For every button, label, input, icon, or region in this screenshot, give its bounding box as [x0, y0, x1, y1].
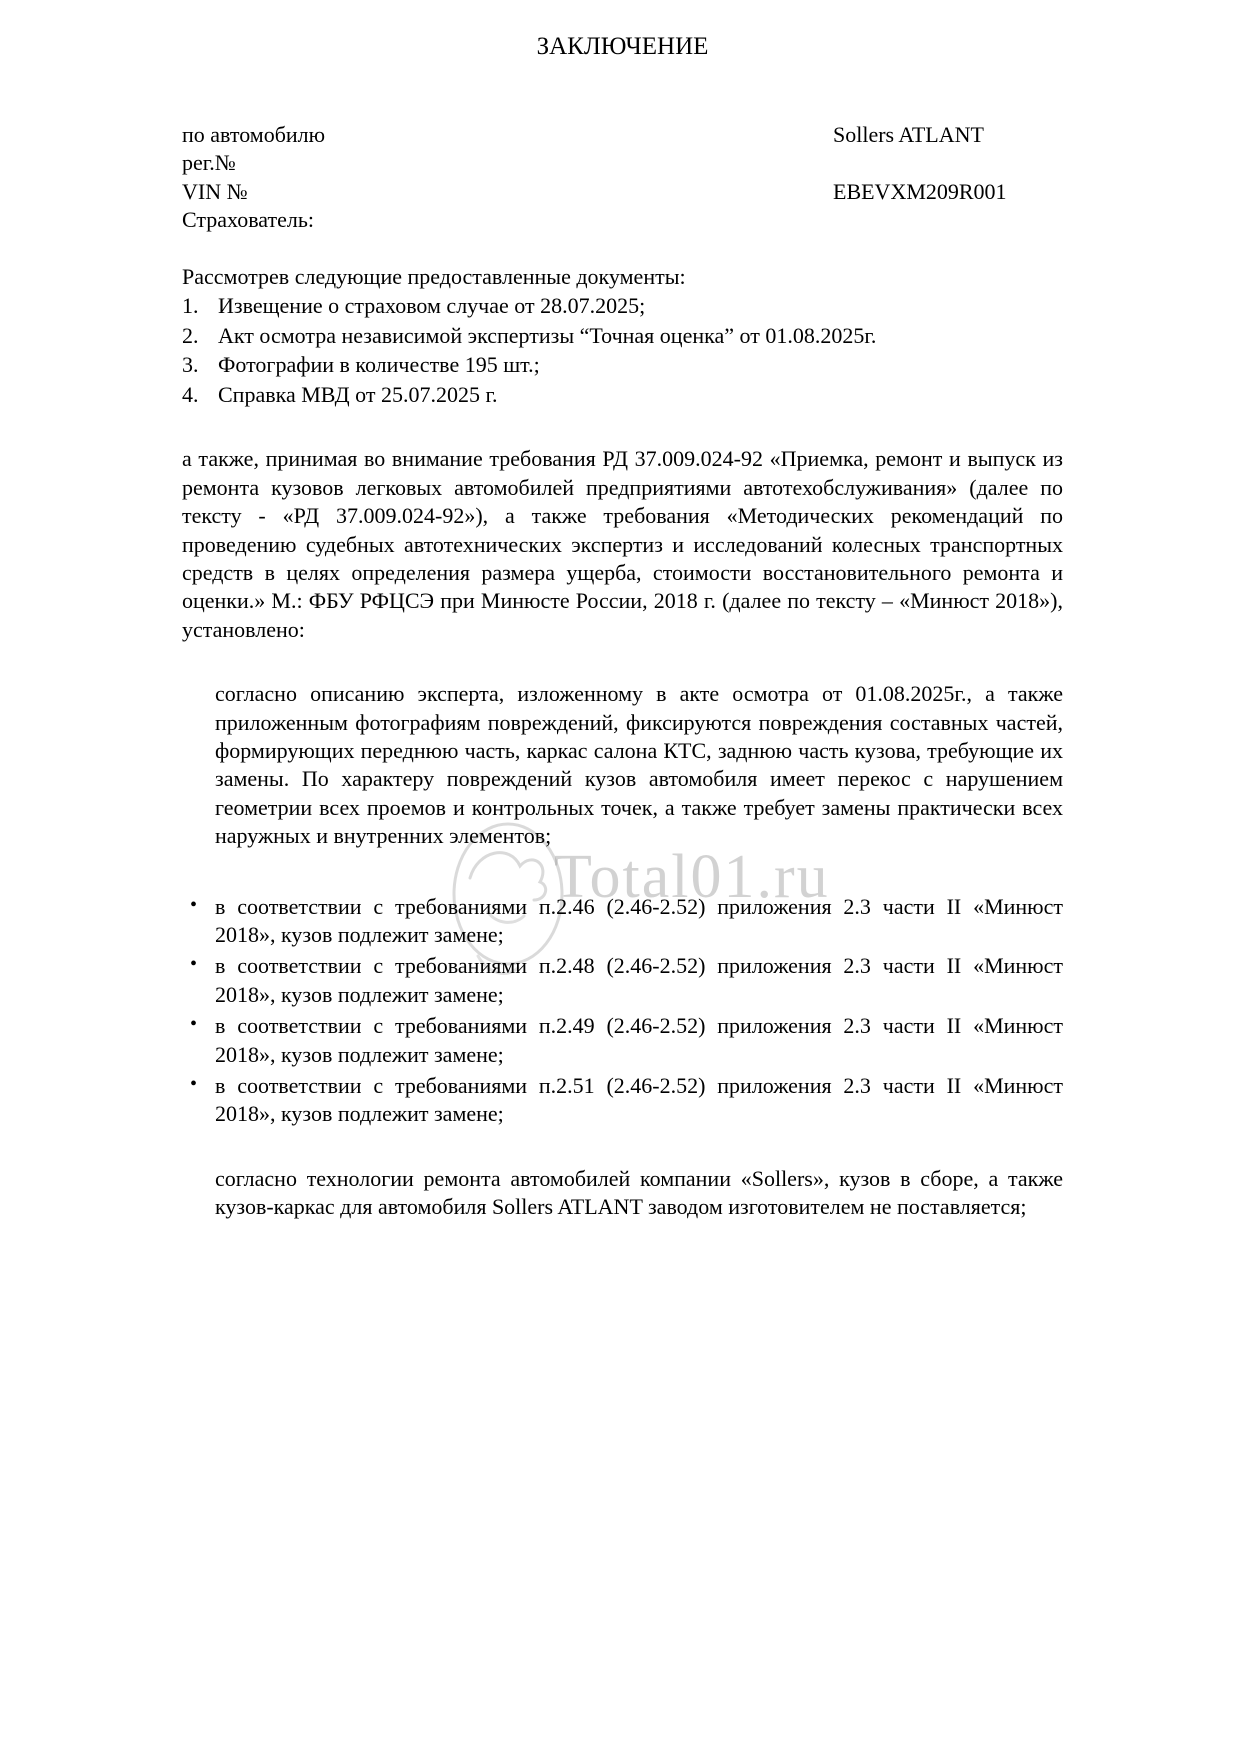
vehicle-header: [182, 121, 1063, 235]
bullet-icon: •: [190, 893, 198, 916]
list-item: [182, 321, 1063, 351]
header-row-vehicle: [182, 121, 1063, 149]
header-row-insured: [182, 206, 1063, 234]
vin-value: EBEVXM209R001: [833, 178, 1007, 204]
bullet-icon: •: [190, 1073, 198, 1096]
list-item: [182, 350, 1063, 380]
insured-label: Страхователь:: [182, 207, 314, 233]
list-item-text: Акт осмотра независимой экспертизы “Точная оценка” от 01.08.2025г.: [218, 322, 877, 348]
page-title: ЗАКЛЮЧЕНИЕ: [536, 33, 709, 60]
vehicle-label: по автомобилю: [182, 122, 326, 147]
paragraph-technology: согласно технологии ремонта автомобилей компании «Sollers», кузов в сборе, а также кузов-каркас для автомобиля Sollers ATLANT заводом изготовителем не поставляется;: [215, 1165, 1063, 1220]
watermark-text: Total01.ru: [554, 843, 830, 911]
header-row-reg-number: [182, 149, 1063, 177]
list-item-number: 4.: [182, 381, 199, 407]
list-item-number: 1.: [182, 292, 199, 318]
list-item-text: Справка МВД от 25.07.2025 г.: [218, 381, 498, 407]
documents-list: [182, 291, 1063, 409]
bullet-item: [182, 1072, 1063, 1129]
bullet-item: [182, 952, 1063, 1009]
bullet-text: в соответствии с требованиями п.2.51 (2.46-2.52) приложения 2.3 части II «Минюст 2018», кузов подлежит замене;: [215, 1073, 1063, 1127]
list-item-number: 2.: [182, 322, 199, 348]
list-item-text: Извещение о страховом случае от 28.07.2025;: [218, 292, 646, 318]
vehicle-model-value: Sollers ATLANT: [833, 122, 984, 147]
paragraph-expert-description: согласно описанию эксперта, изложенному в акте осмотра от 01.08.2025г., а также приложенным фотографиям повреждений, фиксируются повреждения составных частей, формирующих переднюю часть, каркас салона КТС, заднюю часть кузова, требующие их замены. По характеру повреждений кузов автомобиля имеет перекос с нарушением геометрии всех проемов и контрольных точек, а также требует замены практически всех наружных и внутренних элементов;: [215, 681, 1063, 849]
documents-intro: Рассмотрев следующие предоставленные документы:: [182, 263, 686, 289]
bullet-text: в соответствии с требованиями п.2.46 (2.46-2.52) приложения 2.3 части II «Минюст 2018», кузов подлежит замене;: [215, 893, 1063, 948]
bullet-icon: •: [190, 1013, 198, 1036]
vin-label: VIN №: [182, 178, 248, 204]
paragraph-rd-requirements: а также, принимая во внимание требования РД 37.009.024-92 «Приемка, ремонт и выпуск из ремонта кузовов легковых автомобилей предприятиями автотехобслуживания» (далее по тексту - «РД 37.009.024-92»), а также требования «Методических рекомендаций по проведению судебных автотехнических экспертиз и исследований колесных транспортных средств в целях определения размера ущерба, стоимости восстановительного ремонта и оценки.» М.: ФБУ РФЦСЭ при Минюсте России, 2018 г. (далее по тексту – «Минюст 2018»), установлено:: [182, 446, 1063, 642]
bullet-text: в соответствии с требованиями п.2.49 (2.46-2.52) приложения 2.3 части II «Минюст 2018», кузов подлежит замене;: [215, 1013, 1063, 1067]
list-item-number: 3.: [182, 352, 199, 378]
reg-number-label: рег.№: [182, 150, 236, 176]
bullet-item: [182, 1012, 1063, 1069]
conclusion-bullets: [182, 893, 1063, 1129]
list-item-text: Фотографии в количестве 195 шт.;: [218, 352, 540, 378]
bullet-icon: •: [190, 953, 198, 976]
list-item: [182, 291, 1063, 321]
bullet-text: в соответствии с требованиями п.2.48 (2.46-2.52) приложения 2.3 части II «Минюст 2018», кузов подлежит замене;: [215, 953, 1063, 1007]
bullet-item: [182, 893, 1063, 950]
header-row-vin: [182, 178, 1063, 206]
list-item: [182, 380, 1063, 410]
